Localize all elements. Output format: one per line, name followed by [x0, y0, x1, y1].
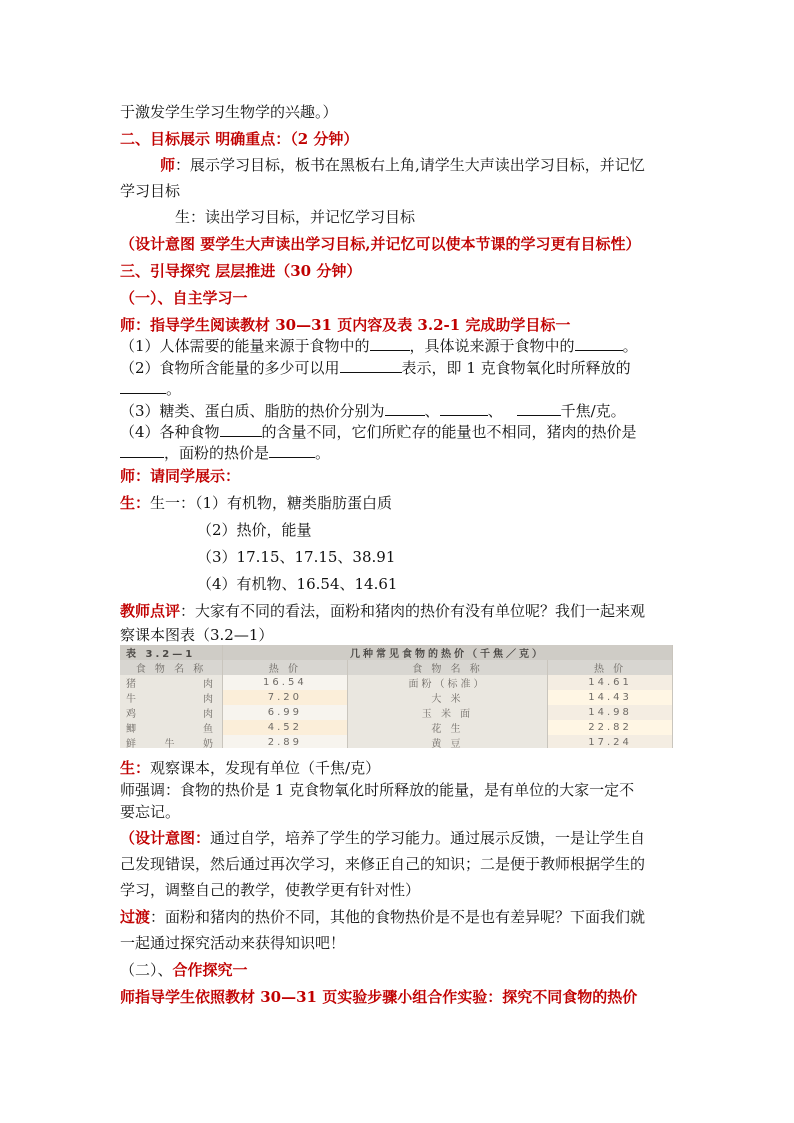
text-span: ：展示学习目标，板书在黑板右上角,请学生大声读出学习目标，并记忆	[175, 156, 645, 174]
question-1	[120, 335, 638, 357]
answer-line: （2）热价，能量	[197, 521, 312, 539]
table-cell: 6.99	[223, 705, 348, 720]
text-span: ：面粉和猪肉的热价不同，其他的食物热价是不是也有差异呢？下面我们就	[150, 908, 646, 926]
table-title: 几种常见食物的热价（千焦／克）	[223, 645, 673, 660]
table-cell: 大 米	[347, 690, 547, 705]
design-intent-label: （设计意图：	[120, 829, 211, 847]
text-span: 千焦/克。	[560, 402, 626, 420]
table-header: 食 物 名 称	[347, 660, 547, 675]
table-cell: 14.98	[548, 705, 673, 720]
text-line: 于激发学生学习生物学的兴趣。）	[120, 103, 338, 121]
question-2-cont	[120, 378, 181, 400]
answer-blank	[120, 442, 164, 458]
answer-blank	[220, 421, 262, 437]
answer-blank	[340, 357, 402, 373]
text-span: 生一：（1）有机物，糖类脂肪蛋白质	[150, 494, 393, 512]
answer-blank	[370, 335, 410, 351]
answer-blank	[440, 400, 488, 416]
calorific-value-table	[120, 645, 673, 748]
table-row	[120, 735, 673, 748]
text-line: 师强调：食物的热价是 1 克食物氧化时所释放的能量，是有单位的大家一定不	[120, 781, 635, 799]
text-span: 。	[315, 444, 331, 462]
table-cell: 黄 豆	[347, 735, 547, 748]
table-cell: 22.82	[548, 720, 673, 735]
question-2	[120, 357, 631, 379]
instruction-line	[120, 986, 637, 1008]
answer-blank	[120, 378, 166, 394]
text-line: 己发现错误，然后通过再次学习，来修正自己的知识；二是便于教师根据学生的	[120, 855, 646, 873]
text-line: 学习目标	[120, 182, 181, 200]
text-line	[160, 154, 645, 176]
table-row	[120, 720, 673, 735]
table-cell: 面粉（标准）	[347, 675, 547, 690]
text-line: 生：读出学习目标，并记忆学习目标	[175, 208, 416, 226]
text-span: 、	[424, 402, 440, 420]
answer-blank	[575, 335, 623, 351]
table-cell: 鸡 肉	[120, 705, 223, 720]
text-line	[120, 492, 392, 514]
text-span: （3）糖类、蛋白质、脂肪的热价分别为	[120, 402, 385, 420]
text-line	[120, 600, 645, 622]
answer-blank	[385, 400, 425, 416]
table-cell: 2.89	[223, 735, 348, 748]
text-span: 。	[166, 380, 182, 398]
text-span: 、	[487, 402, 503, 420]
text-line	[120, 465, 240, 487]
comment-label: 教师点评	[120, 602, 181, 620]
text-line: 要忘记。	[120, 803, 181, 821]
transition-label: 过渡	[120, 908, 151, 926]
table-cell: 14.61	[548, 675, 673, 690]
text-line: 察课本图表（3.2—1）	[120, 626, 274, 644]
table-row	[120, 675, 673, 690]
table-cell: 17.24	[548, 735, 673, 748]
table-cell: 7.20	[223, 690, 348, 705]
design-intent: （设计意图 要学生大声读出学习目标,并记忆可以使本节课的学习更有目标性）	[120, 235, 641, 253]
text-span: ，面粉的热价是	[164, 444, 270, 462]
text-span: 观察课本，发现有单位（千焦/克）	[150, 759, 381, 777]
question-4	[120, 421, 637, 443]
text-span: 合作探究一	[172, 961, 248, 979]
text-span: 通过自学，培养了学生的学习能力。通过展示反馈，一是让学生自	[210, 829, 646, 847]
instruction-line: 师：指导学生阅读教材 30—31 页内容及表 3.2-1 完成助学目标一	[120, 316, 571, 334]
table-cell: 鲫 鱼	[120, 720, 223, 735]
table-cell: 猪 肉	[120, 675, 223, 690]
table-row	[120, 690, 673, 705]
text-span: 探究不同食物的热价	[502, 988, 638, 1006]
text-line	[120, 906, 645, 928]
text-span: 的含量不同，它们所贮存的能量也不相同，猪肉的热价是	[261, 423, 637, 441]
student-label: 生：	[120, 759, 151, 777]
text-span: ：大家有不同的看法，面粉和猪肉的热价有没有单位呢？我们一起来观	[180, 602, 646, 620]
answer-line: （3）17.15、17.15、38.91	[197, 548, 396, 566]
student-label: 生：	[120, 494, 151, 512]
text-line: 学习，调整自己的教学，使教学更有针对性）	[120, 881, 421, 899]
table-row	[120, 705, 673, 720]
answer-line: （4）有机物、16.54、14.61	[197, 575, 398, 593]
question-3	[120, 400, 626, 422]
table-cell: 花 生	[347, 720, 547, 735]
teacher-label: 师	[160, 156, 176, 174]
subsection-heading	[120, 959, 248, 981]
table-cell: 14.43	[548, 690, 673, 705]
table-header: 热 价	[548, 660, 673, 675]
text-span: 师指导学生依照教材 30—31 页实验步骤小组合作实验：	[120, 988, 503, 1006]
text-span: （1）人体需要的能量来源于食物中的	[120, 337, 370, 355]
question-4-cont	[120, 442, 330, 464]
text-span: ，具体说来源于食物中的	[409, 337, 575, 355]
textbook-table-photo	[120, 645, 673, 748]
table-cell: 牛 肉	[120, 690, 223, 705]
table-header: 食 物 名 称	[120, 660, 223, 675]
table-cell: 16.54	[223, 675, 348, 690]
text-span: （2）食物所含能量的多少可以用	[120, 359, 340, 377]
text-line	[120, 757, 380, 779]
table-cell: 4.52	[223, 720, 348, 735]
text-span: 。	[622, 337, 638, 355]
section-heading: 三、引导探究 层层推进（30 分钟）	[120, 262, 362, 280]
table-cell: 鲜 牛 奶	[120, 735, 223, 748]
teacher-label: 师：请同学展示：	[120, 467, 241, 485]
text-span: （二）、	[120, 961, 173, 979]
text-line: 一起通过探究活动来获得知识吧！	[120, 934, 346, 952]
table-cell: 玉 米 面	[347, 705, 547, 720]
section-heading: 二、目标展示 明确重点：（2 分钟）	[120, 130, 359, 148]
text-span: 表示，即 1 克食物氧化时所释放的	[401, 359, 631, 377]
text-span: （4）各种食物	[120, 423, 220, 441]
subsection-heading: （一）、自主学习一	[120, 289, 248, 307]
answer-blank	[269, 442, 315, 458]
table-label: 表 3.2—1	[120, 645, 223, 660]
answer-blank	[517, 400, 561, 416]
table-header: 热 价	[223, 660, 348, 675]
text-line	[120, 827, 645, 849]
